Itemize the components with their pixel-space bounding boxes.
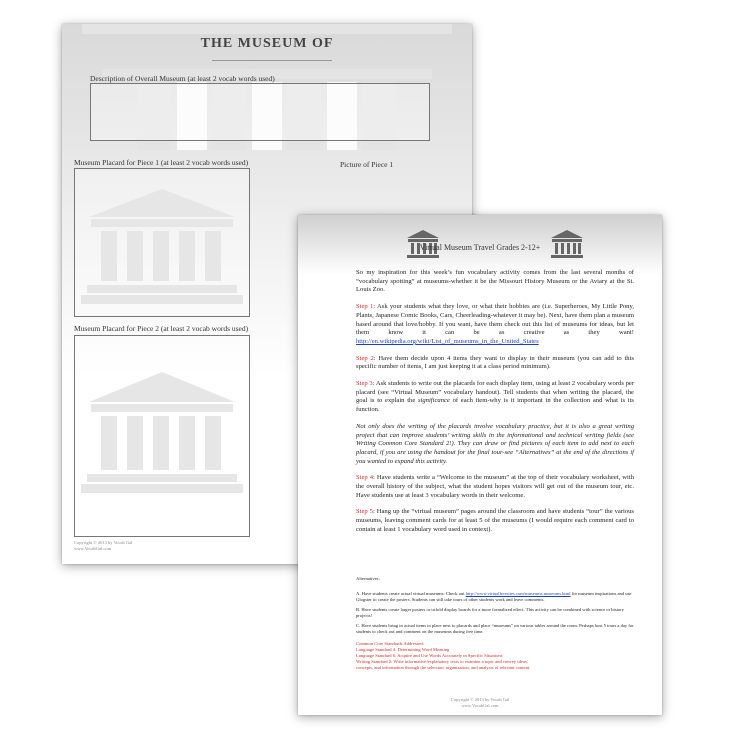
- article-copyright: Copyright © 2013 by Vocab Gal www.VocabGal.com: [450, 697, 510, 708]
- standard-item: Language Standard 4: Determining Word Meaning: [356, 647, 450, 652]
- step5-label: Step 5: [356, 508, 373, 516]
- step5-text: : Hang up the “virtual museum” pages around the classroom and have students “tour” the various museums, leaving comment cards for at least 5 of the museums (I would require each comment card to contain at least 1 vocabulary word used in context).: [356, 508, 634, 533]
- worksheet-copyright: Copyright © 2013 by Vocab Gal www.VocabGal.com: [74, 540, 133, 551]
- standards-heading: Common Core Standards Addressed:: [356, 641, 425, 646]
- alternative-a: A. Have students create actual virtual museums: Check out http://www.virtualfreesites.com/museums.museums.html for museum inspirations and use Glogster to create the posters. Students can still take tours of other students work and leave comments.: [356, 591, 632, 602]
- wikipedia-museums-link[interactable]: http://en.wikipedia.org/wiki/List_of_museums_in_the_United_States: [356, 337, 539, 345]
- standards-list: [356, 641, 634, 671]
- intro-paragraph: So my inspiration for this week’s fun vocabulary activity comes from the last several months of “vocabulary spotting” at museums-whether it be the Missouri History Museum or the Aviary at the St. Louis Zoo.: [356, 269, 634, 294]
- step3-text-end: of each item-why is it important in the collection and what is its function.: [356, 397, 634, 414]
- standard-item: Language Standard 6: Acquire and Use Words Accurately in Specific Situations: [356, 653, 503, 658]
- museum-temple-icon: [75, 336, 249, 536]
- alternatives-section: [356, 576, 634, 671]
- step4-text: : Have students write a “Welcome to the museum” at the top of their vocabulary worksheet, with the overall history of the subject, what the student hopes visitors will get out of the museum tour, etc. Have students use at least 3 vocabulary words in their welcome.: [356, 474, 634, 499]
- placard1-label: Museum Placard for Piece 1 (at least 2 vocab words used): [74, 158, 249, 167]
- article-page: [298, 215, 662, 715]
- alternatives-heading: Alternatives:: [356, 576, 380, 581]
- placard2-box[interactable]: [74, 335, 250, 537]
- step1-paragraph: [356, 303, 634, 347]
- picture1-label: Picture of Piece 1: [340, 160, 394, 169]
- worksheet-title: THE MUSEUM OF: [200, 36, 334, 51]
- alternative-c: C. Have students bring in actual items to place next to placards and place “museums” on various tables around the room. Perhaps host 5 tours a day for students to check out and comment on the museums during free time.: [356, 623, 634, 634]
- placard1-box[interactable]: [74, 168, 250, 317]
- description-label: Description of Overall Museum (at least 2 vocab words used): [90, 74, 275, 83]
- museum-temple-icon: [75, 169, 249, 316]
- placard2-label: Museum Placard for Piece 2 (at least 2 vocab words used): [74, 324, 249, 333]
- article-body: [356, 269, 634, 543]
- virtualfreesites-link[interactable]: http://www.virtualfreesites.com/museums.museums.html: [465, 591, 571, 596]
- alternative-b: B. Have students create larger posters or trifold display boards for a more formalized effect. This activity can be combined with science or history projects!: [356, 607, 625, 618]
- article-title: Virtual Museum Travel Grades 2-12+: [419, 243, 541, 252]
- standard-item: concepts, and information through the selection, organization, and analysis of relevant content.: [356, 665, 531, 670]
- step3-text: : Ask students to write out the placards for each display item, using at least 2 vocabulary words per placard (see “Virtual Museum” vocabulary handout). Tell students that when writing the placard, the goal is to explain the: [356, 380, 634, 405]
- step3-paragraph: [356, 380, 634, 415]
- step3-emphasis: significance: [417, 397, 450, 405]
- description-box[interactable]: [90, 83, 430, 141]
- title-underline: [212, 60, 332, 61]
- step4-paragraph: [356, 474, 634, 500]
- step2-text: : Have them decide upon 4 items they want to display in their museum (you can add to this specific number of items, I am just keeping it at a class period minimum).: [356, 354, 634, 371]
- step2-label: Step 2: [356, 354, 374, 362]
- step5-paragraph: [356, 508, 634, 534]
- step3-label: Step 3: [356, 380, 373, 388]
- step1-text: : Ask your students what they love, or what their hobbies are (i.e. Superheroes, My Little Pony, Plants, Japanese Comic Books, Cars, Cheerleading-whatever it may be). Next, have them plan a museum based around that love/hobby. If you want, have them check out this list of museums for ideas, but let them know it can be as creative as they want!: [356, 303, 634, 337]
- standard-item: Writing Standard 2: Write informative/explanatory texts to examine a topic and convey ideas,: [356, 659, 528, 664]
- step4-label: Step 4: [356, 474, 374, 482]
- italic-note: Not only does the writing of the placards involve vocabulary practice, but it is also a great writing project that can improve students’ writing skills in the informational and technical writing fields (see Writing Common Core Standard 2!). They can draw or find pictures of each item to add next to each placard, if you are using the handout for the final tour-see “Alternatives” at the end of the directions if you wanted to expand this activity.: [356, 422, 634, 465]
- step2-paragraph: [356, 355, 634, 372]
- step1-label: Step 1: [356, 303, 374, 311]
